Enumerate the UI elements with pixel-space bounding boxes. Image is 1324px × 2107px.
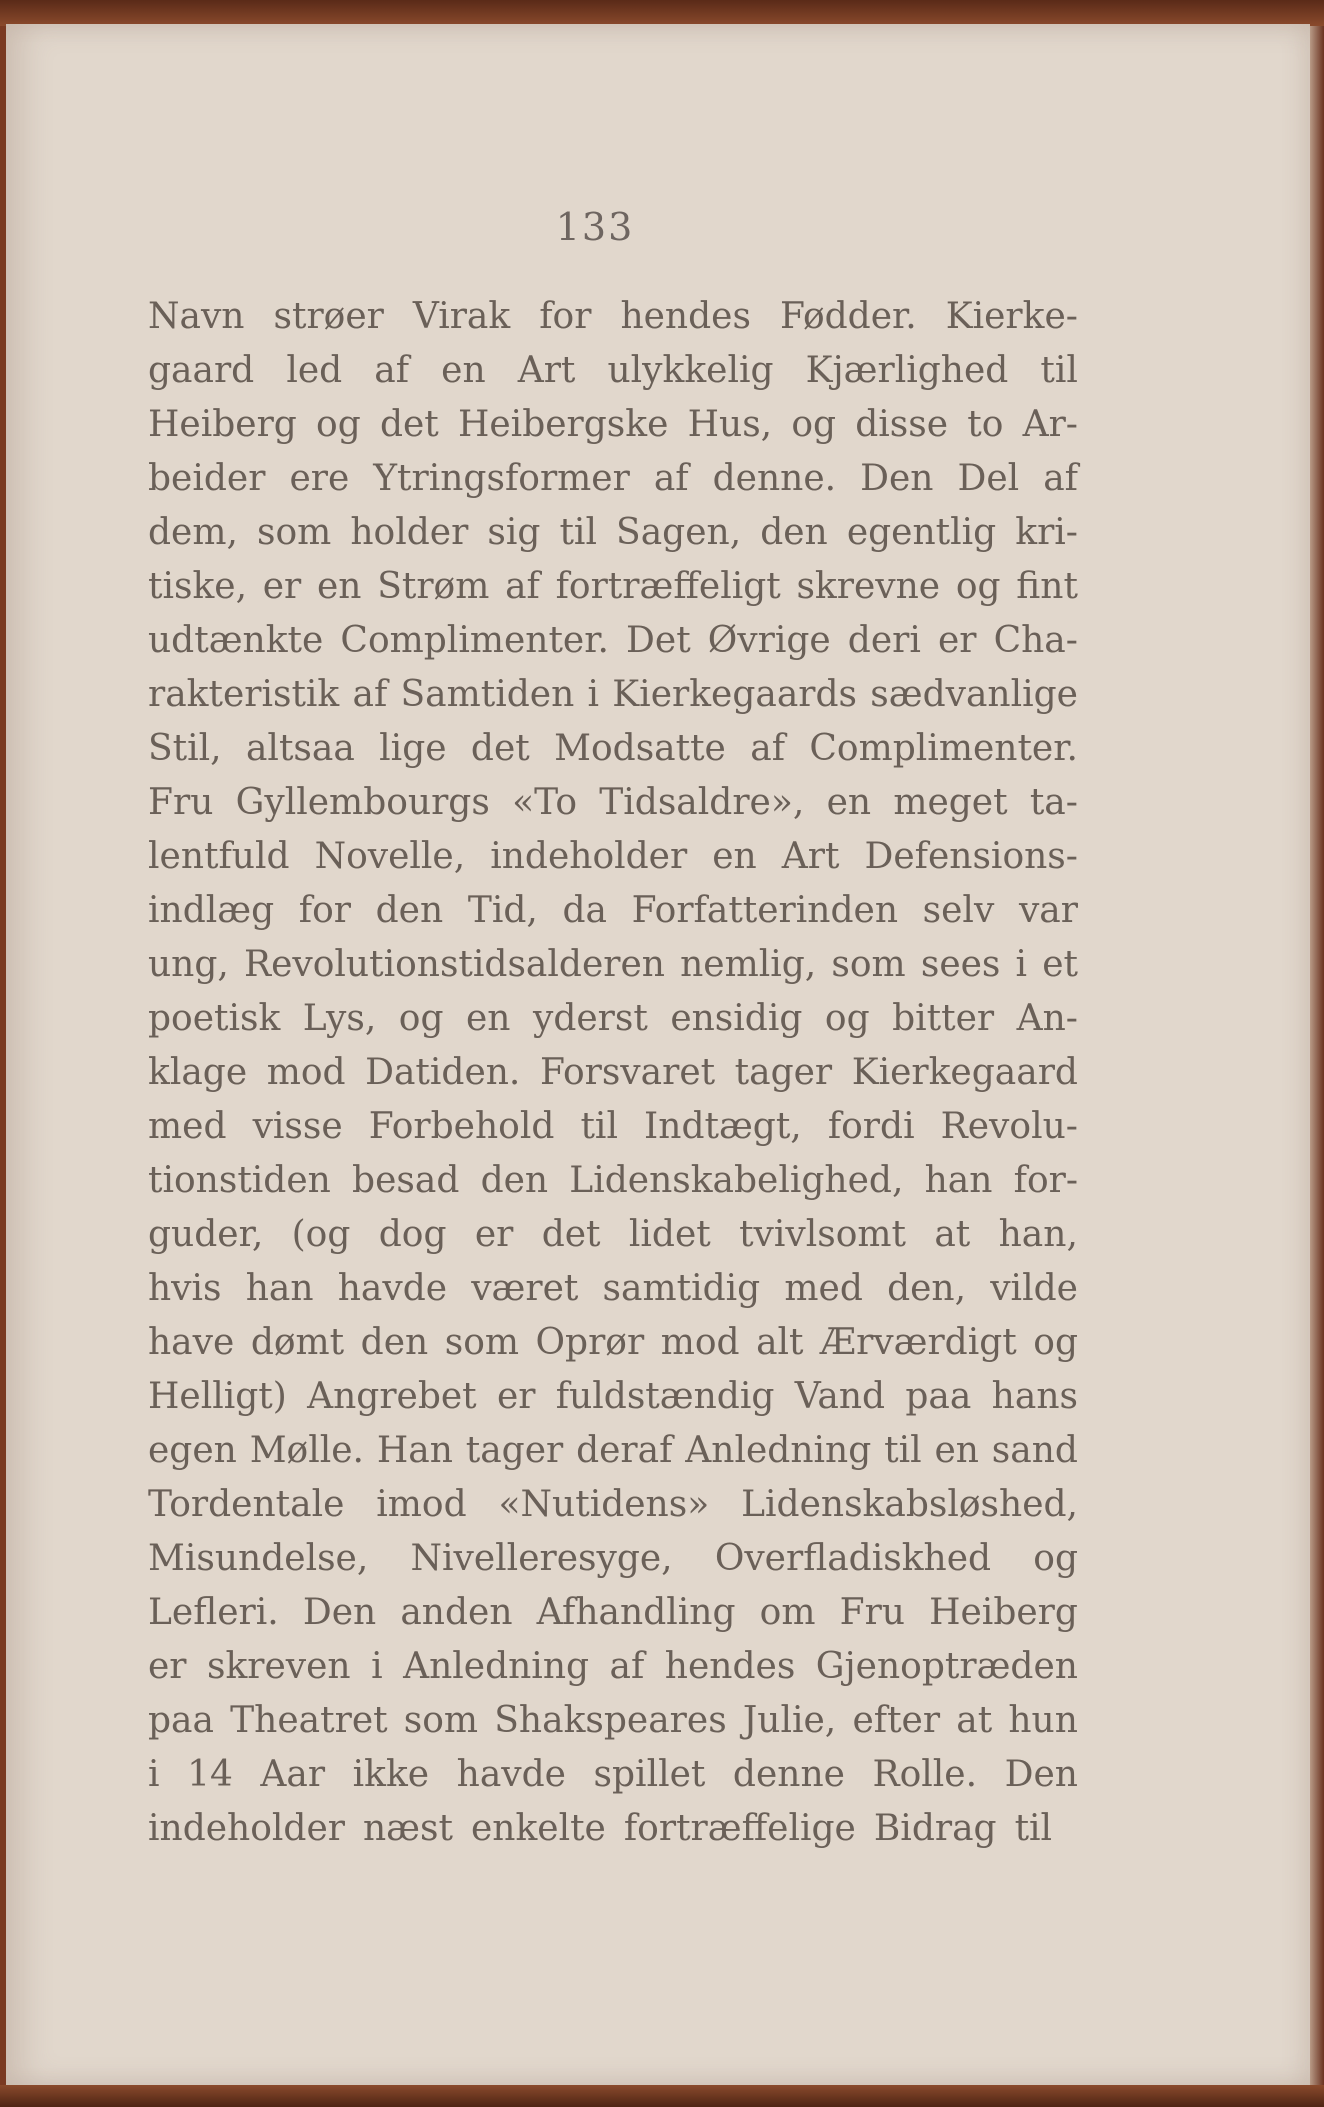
word: samtidig [602,1268,761,1309]
word: sees [920,944,1001,985]
word: en [712,836,757,877]
word: Cha- [993,620,1078,661]
word: fordi [827,1106,915,1147]
word: da [562,890,607,931]
word: Afhandling [536,1592,736,1633]
word: af [609,1646,645,1687]
text-line [148,1208,1078,1262]
word: og [1033,1538,1078,1579]
word: Anledning [403,1646,590,1687]
text-line [148,290,1078,344]
word: Kierke- [945,296,1078,337]
word: havde [456,1754,566,1795]
word: poetisk [148,998,281,1039]
word: Tid, [467,890,538,931]
word: han [245,1268,314,1309]
word: i [1015,944,1028,985]
word: det [541,1214,601,1255]
text-line [148,1154,1078,1208]
word: anden [400,1592,513,1633]
word: til [884,1430,922,1471]
word: fint [1016,566,1078,607]
word: den [480,1160,549,1201]
text-line [148,1316,1078,1370]
word: Bidrag [873,1808,997,1849]
word: er [937,620,977,661]
word: hun [1008,1700,1078,1741]
text-line [148,1532,1078,1586]
word: hendes [664,1646,796,1687]
word: en [826,782,872,823]
word: er [148,1646,187,1687]
word: led [286,350,343,391]
word: og [791,404,837,445]
word: er [496,1376,536,1417]
word: han, [998,1214,1078,1255]
page-number: 133 [555,205,635,249]
word: efter [852,1700,941,1741]
word: tiske, [148,566,248,607]
word: Complimenter. [809,728,1078,769]
word: Mølle. [249,1430,364,1471]
text-line [148,830,1078,884]
text-line [148,1046,1078,1100]
word: Tidsaldre», [599,782,805,823]
word: var [1018,890,1078,931]
word: yderst [532,998,648,1039]
word: imod [376,1484,467,1525]
word: deraf [576,1430,673,1471]
word: er [262,566,302,607]
word: skreven [206,1646,351,1687]
word: ta- [1029,782,1078,823]
word: Navn [148,296,245,337]
word: bitter [892,998,995,1039]
word: og [955,566,1001,607]
word: beider [148,458,266,499]
word: indeholder [490,836,688,877]
word: Art [781,836,840,877]
word: 14 [187,1754,233,1795]
word: to [967,404,1004,445]
word: kri- [1015,512,1078,553]
word: det [379,404,439,445]
word: Stil, [148,728,222,769]
word: i [587,674,600,715]
text-line [148,398,1078,452]
word: udtænkte [148,620,324,661]
word: deri [847,620,921,661]
text-line [148,1370,1078,1424]
word: Heiberg [148,404,297,445]
word: det [470,728,530,769]
word: denne [732,1754,845,1795]
word: til [1014,1808,1053,1849]
word: nemlig, [680,944,817,985]
word: Strøm [377,566,490,607]
text-line [148,884,1078,938]
word: til [1040,350,1078,391]
word: Lys, [302,998,377,1039]
word: paa [148,1700,214,1741]
text-line [148,506,1078,560]
word: Den [302,1592,377,1633]
word: holder [350,512,469,553]
word: mod [266,1052,346,1093]
book-cover-top-edge [0,0,1324,26]
word: Forfatterinden [631,890,899,931]
word: spillet [593,1754,706,1795]
word: besad [352,1160,460,1201]
text-line [148,1694,1078,1748]
word: Modsatte [554,728,726,769]
word: af [1043,458,1078,499]
word: af [653,458,689,499]
word: sand [991,1430,1078,1471]
word: som [257,512,332,553]
word: mod [660,1322,740,1363]
word: til [580,1106,618,1147]
word: Aar [260,1754,326,1795]
word: Julie, [742,1700,837,1741]
word: er [474,1214,514,1255]
word: tionstiden [148,1160,331,1201]
word: Ar- [1022,404,1078,445]
word: Datiden. [365,1052,521,1093]
word: Defensions- [864,836,1078,877]
word: Ærværdigt [820,1322,1017,1363]
word: «Nutidens» [498,1484,710,1525]
word: han [924,1160,993,1201]
word: dem, [148,512,238,553]
word: i [148,1754,160,1795]
word: fortræffeligt [555,566,781,607]
word: Forbehold [368,1106,555,1147]
word: af [374,350,410,391]
word: som [831,944,906,985]
word: været [471,1268,579,1309]
word: visse [252,1106,343,1147]
word: Tordentale [148,1484,345,1525]
word: ensidig [670,998,803,1039]
word: næst [362,1808,453,1849]
text-line [148,776,1078,830]
text-line [148,1748,1078,1802]
word: tager [465,1430,564,1471]
word: et [1042,944,1078,985]
word: klage [148,1052,248,1093]
word: Den [860,458,934,499]
word: Lefleri. [148,1592,279,1633]
body-text [148,290,1078,1856]
word: fortræffelige [623,1808,856,1849]
word: egentlig [846,512,997,553]
word: lige [379,728,447,769]
word: og [824,998,870,1039]
word: Sagen, [616,512,742,553]
word: tvivlsomt [739,1214,906,1255]
word: Gjenoptræden [815,1646,1078,1687]
word: lentfuld [148,836,290,877]
word: og [398,998,444,1039]
word: for [298,890,351,931]
word: Nivelleresyge, [410,1538,673,1579]
word: Han [376,1430,453,1471]
word: Indtægt, [644,1106,802,1147]
word: den, [887,1268,967,1309]
word: hvis [148,1268,222,1309]
word: Heiberg [929,1592,1078,1633]
word: Fru [839,1592,905,1633]
word: Rolle. [872,1754,978,1795]
word: for [539,296,592,337]
word: ere [289,458,350,499]
word: (og [291,1214,351,1255]
word: en [316,566,362,607]
word: som [403,1700,479,1741]
text-line [148,1802,1078,1856]
word: Lidenskabsløshed, [741,1484,1078,1525]
word: sig [487,512,541,553]
text-line [148,1262,1078,1316]
text-line [148,1478,1078,1532]
word: Heibergske [457,404,669,445]
word: denne. [712,458,837,499]
word: Complimenter. [340,620,609,661]
book-cover-bottom-edge [0,2085,1324,2107]
word: indeholder [148,1808,345,1849]
word: med [148,1106,227,1147]
book-cover-right-edge [1310,26,1324,2086]
text-line [148,614,1078,668]
word: Del [957,458,1020,499]
word: Angrebet [307,1376,477,1417]
word: havde [337,1268,448,1309]
word: en [466,998,511,1039]
word: i [371,1646,383,1687]
word: An- [1016,998,1078,1039]
text-line [148,722,1078,776]
text-line [148,992,1078,1046]
word: Øvrige [707,620,831,661]
word: guder, [148,1214,264,1255]
word: have [148,1322,235,1363]
word: Kjærlighed [805,350,1009,391]
word: af [505,566,540,607]
word: Forsvaret [539,1052,716,1093]
word: meget [893,782,1008,823]
word: dømt [250,1322,345,1363]
word: af [750,728,786,769]
word: Revolutionstidsalderen [244,944,665,985]
word: Gyllembourgs [235,782,490,823]
text-line [148,560,1078,614]
word: Ytringsformer [373,458,630,499]
word: Theatret [230,1700,388,1741]
word: en [441,350,486,391]
word: vilde [990,1268,1078,1309]
word: Hus, [687,404,773,445]
word: ikke [352,1754,430,1795]
text-line [148,344,1078,398]
word: altsaa [245,728,355,769]
word: Virak [412,296,511,337]
word: den [360,1322,429,1363]
word: den [760,512,828,553]
word: Kierkegaard [851,1052,1078,1093]
word: Fru [148,782,214,823]
text-line [148,938,1078,992]
word: strøer [273,296,384,337]
word: alt [756,1322,804,1363]
word: disse [855,404,949,445]
word: den [375,890,444,931]
word: Fødder. [779,296,917,337]
word: Anledning [685,1430,872,1471]
word: rakteristik [148,674,340,715]
word: Overfladiskhed [714,1538,992,1579]
word: egen [148,1430,237,1471]
word: indlæg [148,890,275,931]
word: ung, [148,944,229,985]
word: Shakspeares [494,1700,727,1741]
word: Oprør [535,1322,645,1363]
word: Kierkegaards [612,674,858,715]
word: og [316,404,361,445]
text-line [148,1586,1078,1640]
word: sædvanlige [870,674,1078,715]
text-line [148,1424,1078,1478]
word: Samtiden [400,674,575,715]
word: paa [905,1376,972,1417]
word: Helligt) [148,1376,287,1417]
word: Art [517,350,576,391]
word: Det [626,620,691,661]
word: selv [922,890,995,931]
word: til [559,512,597,553]
word: tager [734,1052,833,1093]
word: fuldstændig [555,1376,775,1417]
text-line [148,452,1078,506]
word: hans [991,1376,1078,1417]
word: enkelte [470,1808,606,1849]
word: Revolu- [940,1106,1078,1147]
word: og [1033,1322,1078,1363]
word: med [784,1268,863,1309]
word: Novelle, [314,836,466,877]
word: for- [1013,1160,1078,1201]
word: at [934,1214,971,1255]
word: skrevne [796,566,941,607]
word: Misundelse, [148,1538,369,1579]
text-line [148,1640,1078,1694]
word: af [352,674,388,715]
word: en [934,1430,979,1471]
word: ulykkelig [607,350,774,391]
word: «To [512,782,577,823]
word: om [759,1592,816,1633]
text-line [148,668,1078,722]
word: som [444,1322,520,1363]
word: at [956,1700,993,1741]
text-line [148,1100,1078,1154]
word: lidet [628,1214,711,1255]
word: dog [378,1214,447,1255]
word: Vand [794,1376,886,1417]
word: hendes [620,296,751,337]
word: Lidenskabelighed, [569,1160,904,1201]
word: gaard [148,350,255,391]
word: Den [1004,1754,1078,1795]
